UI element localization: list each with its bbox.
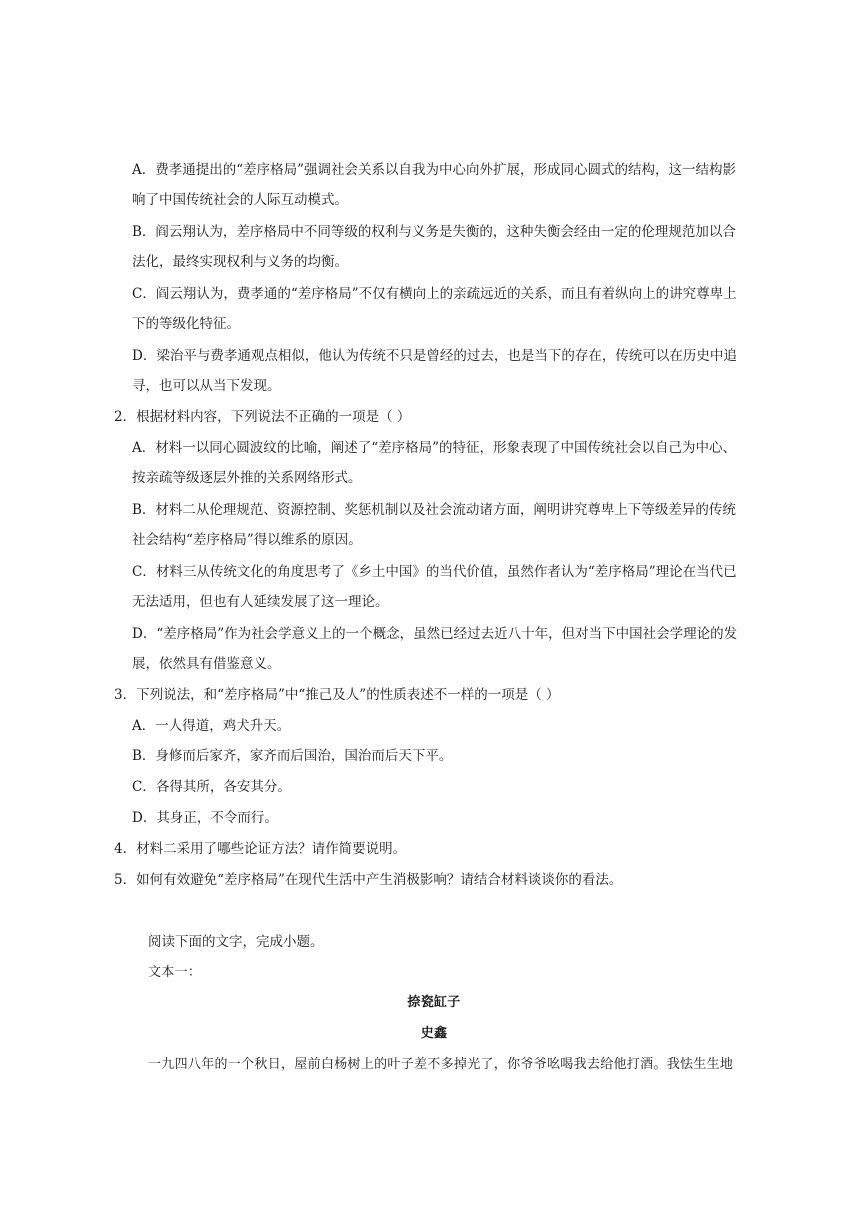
q2-option-a-line1: A．材料一以同心圆波纹的比喻，阐述了“差序格局”的特征，形象表现了中国传统社会以自己为中心、 — [132, 440, 737, 456]
q2-option-c-line2: 无法适用，但也有人延续发展了这一理论。 — [132, 594, 389, 610]
text-label: 文本一： — [148, 965, 202, 980]
q5-stem: 5．如何有效避免“差序格局”在现代生活中产生消极影响？请结合材料谈谈你的看法。 — [114, 872, 623, 888]
q3-option-b: B．身修而后家齐，家齐而后国治，国治而后天下平。 — [132, 748, 453, 764]
q3-option-c: C．各得其所，各安其分。 — [132, 779, 291, 795]
q2-option-b-line2: 社会结构“差序格局”得以维系的原因。 — [132, 532, 362, 548]
q1-option-a-line1: A．费孝通提出的“差序格局”强调社会关系以自我为中心向外扩展，形成同心圆式的结构，这一结构影 — [132, 162, 737, 178]
story-title: 捺瓷缸子 — [407, 995, 461, 1010]
q2-option-c-line1: C．材料三从传统文化的角度思考了《乡土中国》的当代价值，虽然作者认为“差序格局”理论在当代已 — [132, 564, 737, 580]
q1-option-b-line1: B．阎云翔认为，差序格局中不同等级的权利与义务是失衡的，这种失衡会经由一定的伦理规范加以合 — [132, 224, 736, 240]
reading-instruction: 阅读下面的文字，完成小题。 — [148, 934, 324, 950]
q2-stem: 2．根据材料内容，下列说法不正确的一项是（ ） — [114, 409, 411, 425]
q3-option-a: A．一人得道，鸡犬升天。 — [132, 718, 291, 734]
q2-option-a-line2: 按亲疏等级逐层外推的关系网络形式。 — [132, 470, 362, 486]
q3-stem: 3．下列说法，和“差序格局”中“推己及人”的性质表述不一样的一项是（ ） — [114, 687, 560, 703]
q1-option-a-line2: 响了中国传统社会的人际互动模式。 — [132, 192, 348, 208]
story-author: 史鑫 — [420, 1026, 448, 1041]
q1-option-c-line2: 下的等级化特征。 — [132, 316, 240, 332]
q1-option-c-line1: C．阎云翔认为，费孝通的“差序格局”不仅有横向上的亲疏远近的关系，而且有着纵向上的讲究尊卑上 — [132, 286, 737, 302]
q2-option-b-line1: B．材料二从伦理规范、资源控制、奖惩机制以及社会流动诸方面，阐明讲究尊卑上下等级差异的传统 — [132, 502, 736, 518]
q1-option-b-line2: 法化，最终实现权利与义务的均衡。 — [132, 254, 348, 270]
q2-option-d-line2: 展，依然具有借鉴意义。 — [132, 656, 281, 672]
story-first-line: 一九四八年的一个秋日，屋前白杨树上的叶子差不多掉光了，你爷爷吆喝我去给他打酒。我怯生生地 — [148, 1057, 734, 1072]
q1-option-d-line1: D．梁治平与费孝通观点相似，他认为传统不只是曾经的过去，也是当下的存在，传统可以在历史中追 — [132, 348, 737, 364]
q3-option-d: D．其身正，不令而行。 — [132, 810, 278, 826]
q1-option-d-line2: 寻，也可以从当下发现。 — [132, 378, 281, 394]
q2-option-d-line1: D．“差序格局”作为社会学意义上的一个概念，虽然已经过去近八十年，但对当下中国社会学理论的发 — [132, 626, 738, 642]
q4-stem: 4．材料二采用了哪些论证方法？请作简要说明。 — [114, 841, 407, 857]
